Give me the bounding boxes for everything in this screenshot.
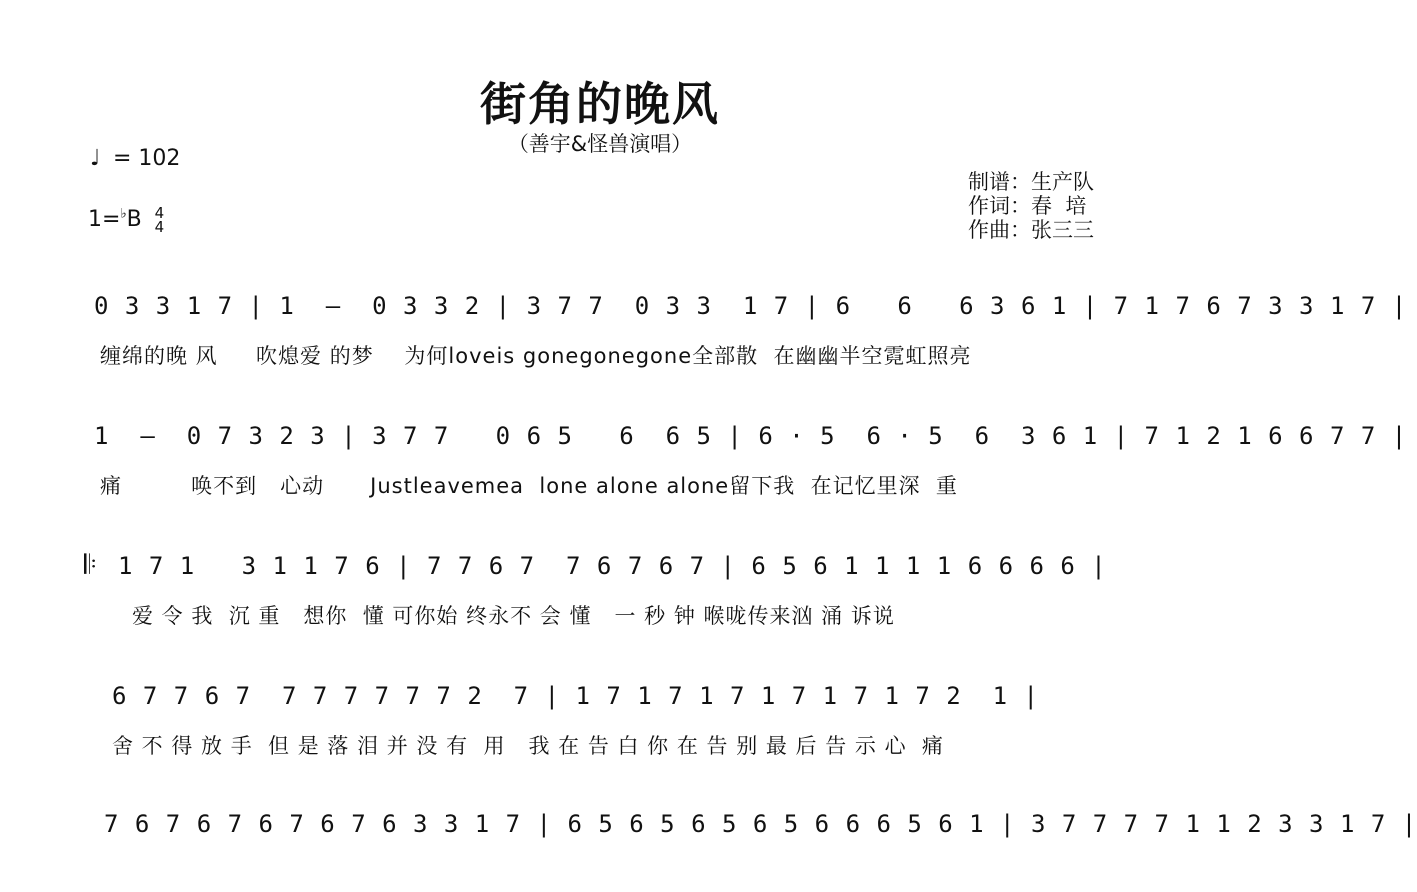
notation-text: 7 6 7 6 7 6 7 6 7 6 3 3 1 7 | 6 5 6 5 6 5 6 5 6 6 6 5 6 1 | 3 7 7 7 7 1 1 2 3 3 1 7 |	[104, 810, 1417, 838]
tempo-marking	[90, 146, 180, 171]
quarter-note-icon: ♩	[90, 146, 101, 171]
lyrics-line: 舍 不 得 放 手 但 是 落 泪 并 没 有 用 我 在 告 白 你 在 告 别 最 后 告 示 心 痛	[112, 734, 944, 758]
score-system-5	[88, 808, 1417, 850]
repeat-start-icon: 𝄆	[84, 550, 98, 580]
score-system-4	[88, 680, 1118, 760]
notation-line	[88, 420, 1408, 462]
time-signature	[155, 206, 165, 234]
notation-line	[84, 550, 1118, 592]
arranger-credit: 制谱：生产队	[968, 170, 1094, 194]
flat-icon: ♭	[120, 206, 127, 222]
key-note: B	[126, 207, 142, 232]
song-title: 街角的晚风	[480, 77, 720, 131]
lyrics-line: 缠绵的晚 风 吹熄爱 的梦 为何loveis gonegonegone全部散 在幽幽半空霓虹照亮	[100, 344, 972, 368]
time-bottom: 4	[154, 218, 165, 236]
credits-block	[968, 170, 1094, 242]
score-system-1	[88, 290, 1408, 370]
key-prefix: 1=	[88, 207, 121, 232]
key-signature	[88, 206, 164, 234]
lyrics-line: 爱 令 我 沉 重 想你 懂 可你始 终永不 会 懂 一 秒 钟 喉咙传来汹 涌 诉说	[132, 604, 895, 628]
composer-credit: 作曲：张三三	[968, 218, 1094, 242]
score-system-2	[88, 420, 1408, 500]
notation-line	[88, 680, 1118, 722]
tempo-value: = 102	[113, 146, 181, 171]
notation-text: 0 3 3 1 7 | 1 – 0 3 3 2 | 3 7 7 0 3 3 1 7 | 6 6 6 3 6 1 | 7 1 7 6 7 3 3 1 7 |	[94, 292, 1408, 320]
score-system-3	[84, 550, 1118, 630]
notation-text: 1 7 1 3 1 1 7 6 | 7 7 6 7 7 6 7 6 7 | 6 5 6 1 1 1 1 6 6 6 6 |	[118, 552, 1107, 580]
time-top: 4	[154, 204, 165, 222]
song-subtitle: （善宇&怪兽演唱）	[507, 132, 693, 156]
lyrics-line: 痛 唤不到 心动 Justleavemea lone alone alone留下我 在记忆里深 重	[100, 474, 958, 498]
notation-text: 1 – 0 7 3 2 3 | 3 7 7 0 6 5 6 6 5 | 6 · 5 6 · 5 6 3 6 1 | 7 1 2 1 6 6 7 7 |	[94, 422, 1408, 450]
notation-text: 6 7 7 6 7 7 7 7 7 7 7 2 7 | 1 7 1 7 1 7 1 7 1 7 1 7 2 1 |	[112, 682, 1039, 710]
lyricist-credit: 作词：春 培	[968, 194, 1087, 218]
notation-line	[88, 290, 1408, 332]
notation-line	[88, 808, 1417, 850]
